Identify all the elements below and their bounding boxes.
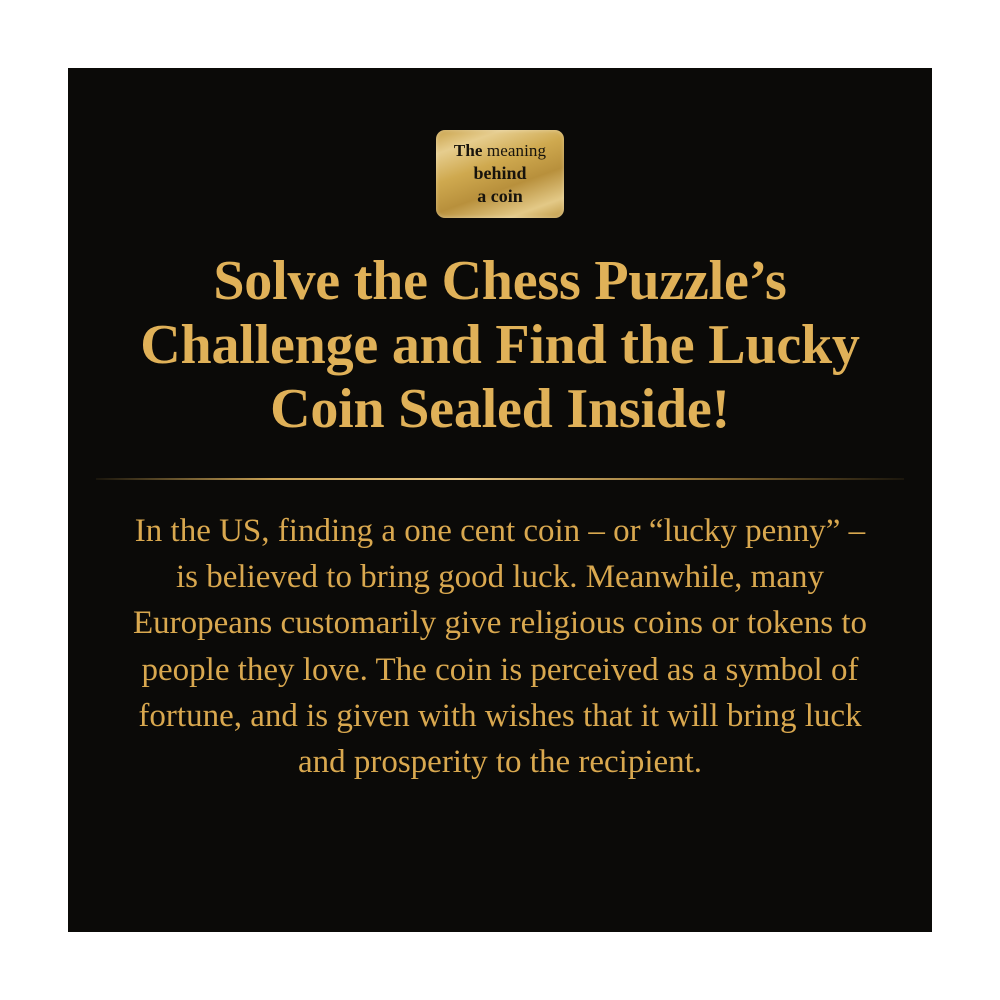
gold-divider [96, 478, 904, 480]
body-paragraph: In the US, finding a one cent coin – or “lucky penny” – is believed to bring good luck. Meanwhile, many Europeans customarily give religious coins or tokens to people they love. The coin is perceived as a symbol of fortune, and is given with wishes that it will bring luck and prosperity to the recipient. [132, 513, 868, 780]
badge-line-1-strong: The [453, 141, 487, 161]
badge-container [68, 130, 932, 218]
black-panel [68, 68, 932, 932]
badge-line-1-rest: meaning [486, 141, 547, 161]
badge-line-2: behind [473, 163, 527, 184]
body-copy [128, 508, 872, 785]
headline: Solve the Chess Puzzle’s Challenge and Find the Lucky Coin Sealed Inside! [140, 250, 860, 440]
the-meaning-behind-a-coin-badge [436, 130, 564, 218]
badge-line-3: a coin [477, 185, 523, 206]
badge-line-1 [454, 141, 546, 161]
